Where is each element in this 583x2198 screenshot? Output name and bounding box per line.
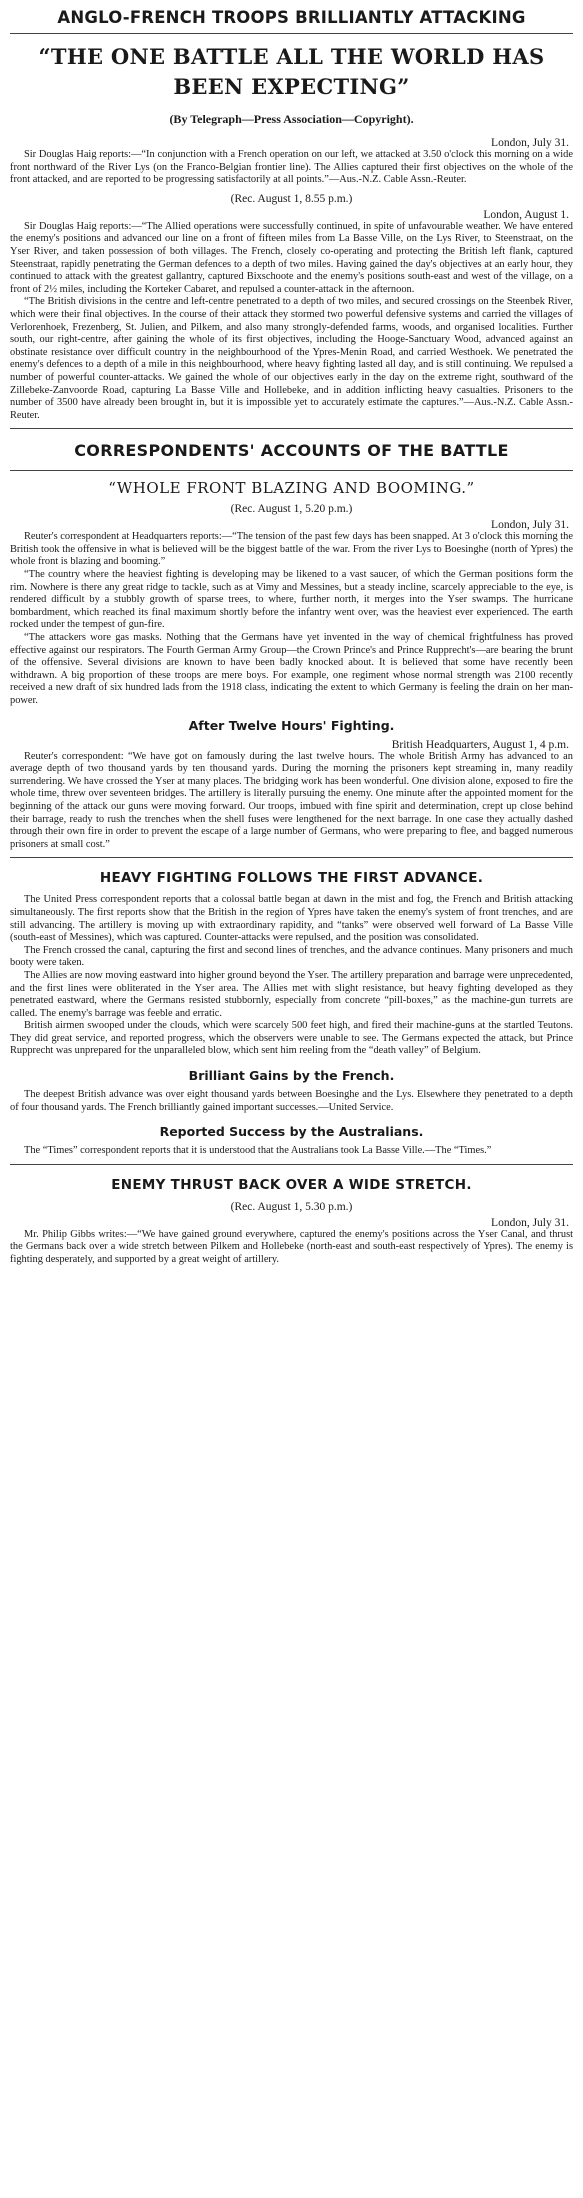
divider xyxy=(10,470,573,471)
divider xyxy=(10,857,573,858)
dispatch-paragraph: Mr. Philip Gibbs writes:—“We have gained ground everywhere, captured the enemy's positions across the Yser Canal, and thrust the Germans back over a wide stretch between Pilkem and Hollebeke (north-east and south-east respectively of Ypres). The enemy is fighting desperately, and supported by a great weight of artillery. xyxy=(10,1228,573,1266)
received-line: (Rec. August 1, 5.30 p.m.) xyxy=(230,1200,353,1213)
dateline: London, August 1. xyxy=(483,208,569,221)
dispatch-paragraph: The French crossed the canal, capturing the first and second lines of trenches, and the advance continues. Many prisoners and much booty were taken. xyxy=(10,944,573,969)
dispatch-paragraph: The “Times” correspondent reports that it is understood that the Australians took La Basse Ville.—The “Times.” xyxy=(24,1145,492,1157)
side-headline: Brilliant Gains by the French. xyxy=(188,1068,395,1084)
divider xyxy=(10,1164,573,1165)
newspaper-page xyxy=(10,0,573,1267)
side-headline: Reported Success by the Australians. xyxy=(159,1124,424,1140)
dispatch-paragraph: “The country where the heaviest fighting is developing may be likened to a vast saucer, of which the German positions form the rim. Nowhere is there any great ridge to tackle, such as at Vimy and Messines, but a steady incline, scarcely appreciable to the eye, is rendered difficult by a stubbly growth of sparse trees, to where, further north, it merges into the Yser swamps. The hurricane bombardment, which reached its final maximum shortly before the infantry went over, was the heaviest ever experienced. The earth rocked under the tempest of gun-fire. xyxy=(10,569,573,631)
dispatch-paragraph: British airmen swooped under the clouds, which were scarcely 500 feet high, and fired their machine-guns at the startled Teutons. They did great service, and reported progress, which the observers were unable to see. The Germans expected the attack, but Prince Rupprecht was unprepared for the unparalleled blow, which sent him reeling from the “death valley” of Belgium. xyxy=(10,1020,573,1057)
dispatch-paragraph: The United Press correspondent reports that a colossal battle began at dawn in the mist and fog, the French and British attacking simultaneously. The first reports show that the British in the region of Ypres have taken the enemy's system of front trenches, and are still advancing. The artillery is moving up with extraordinary rapidity, and “tanks” were observed well forward of La Basse Ville (south-east of Messines), which was captured. Counter-attacks were repulsed, and the position was consolidated. xyxy=(10,894,573,944)
dispatch-paragraph: The deepest British advance was over eight thousand yards between Boesinghe and the Lys. Elsewhere they penetrated to a depth of four thousand yards. The French brilliantly gained important successes.—United Service. xyxy=(10,1089,573,1113)
dispatch-paragraph: “The attackers wore gas masks. Nothing that the Germans have yet invented in the way of chemical frightfulness has proved effective against our respirators. The Fourth German Army Group—the Crown Prince's and Prince Rupprecht's—are bearing the brunt of the offensive. Several divisions are known to have been badly knocked about. It is believed that some have recently been withdrawn. A big proportion of these troops are mere boys. For example, one regiment whose normal strength was 2100 recently received a new draft of six hundred lads from the 1918 class, indicating the extent to which Germany is feeling the drain on her man-power. xyxy=(10,632,573,706)
dateline: London, July 31. xyxy=(491,1216,569,1229)
divider xyxy=(10,33,573,34)
section-headline: CORRESPONDENTS' ACCOUNTS OF THE BATTLE xyxy=(74,441,509,461)
received-line: (Rec. August 1, 5.20 p.m.) xyxy=(230,503,353,516)
side-headline: After Twelve Hours' Fighting. xyxy=(188,717,395,733)
dateline: British Headquarters, August 1, 4 p.m. xyxy=(391,738,569,751)
dateline: London, July 31. xyxy=(491,519,569,532)
byline: (By Telegraph—Press Association—Copyright). xyxy=(169,112,414,126)
subsection-headline: “WHOLE FRONT BLAZING AND BOOMING.” xyxy=(108,479,475,498)
dispatch-paragraph: Reuter's correspondent at Headquarters reports:—“The tension of the past few days has been snapped. At 3 o'clock this morning the British took the offensive in what is believed will be the biggest battle of the war. From the river Lys to Boesinghe (north of Ypres) the whole front is blazing and booming.” xyxy=(10,531,573,568)
dispatch-paragraph: “The British divisions in the centre and left-centre penetrated to a depth of two miles, and secured crossings on the Steenbek River, which were their final objectives. In the course of their attack they stormed two powerful defensive systems and carried the villages of Verlorenhoek, Frezenberg, St. Julien, and Pilkem, and also many strongly-defended farms, woods, and organised localities. Further south, our right-centre, after gaining the whole of its first objectives, including the Hooge-Sanctuary Wood, advanced against an obstinate resistance over difficult country in the neighbourhood of the Ypres-Menin Road, and carried Westhoek. We penetrated the enemy's defences to a depth of a mile in this neighbourhood, where heavy fighting lasted all day, and is still continuing. We repulsed a number of powerful counter-attacks. We gained the whole of our objectives early in the day on the extreme right, southward of the Zillebeke-Zanvoorde Road, capturing La Basse Ville and Hollebeke, and in addition inflicting heavy casualties. Prisoners to the number of 3500 have already been brought in, but it is impossible yet to accurately estimate the captures.”—Aus.-N.Z. Cable Assn.-Reuter. xyxy=(10,296,573,421)
dispatch-paragraph: The Allies are now moving eastward into higher ground beyond the Yser. The artillery preparation and barrage were unprecedented, and the first lines were obliterated in the Yser area. The Allies met with slight resistance, but heavy fighting developed as they penetrated eastward, where the Germans resisted stubbornly, especially from concrete “pill-boxes,” as the machine-gun turrets are called. The enemy's barrage was feeble and erratic. xyxy=(10,969,573,1019)
dispatch-paragraph: Reuter's correspondent: “We have got on famously during the last twelve hours. The whole British Army has advanced to an average depth of two thousand yards by ten thousand yards. During the morning the prisoners kept streaming in, many readily surrendering. We have crossed the Yser at many places. The bridging work has been wonderful. One division alone, exposed to fire the whole time, threw over seventeen bridges. The artillery is literally pursuing the enemy. One minute after the appointed moment for the beginning of the attack our guns were moving forward. Our troops, imbued with fine spirit and determination, crept up close behind their barrage, ready to rush the trenches when the shell fuses were lengthened for the next barrage. In one case they actually dashed through their own fire in order to prevent the escape of a large number of Germans, who were preparing to flee, and bagged numerous prisoners at small cost.” xyxy=(10,750,573,850)
subsection-headline: ENEMY THRUST BACK OVER A WIDE STRETCH. xyxy=(111,1176,472,1193)
dispatch-paragraph: Sir Douglas Haig reports:—“The Allied operations were successfully continued, in spite of unfavourable weather. We have entered the enemy's positions and advanced our line on a front of fifteen miles from La Basse Ville, on the Lys River, to Steenstraat, on the Yser River, and taken possession of both villages. The French, closely co-operating and protecting the British left flank, captured Steenstraat, rapidly penetrating the German defences to a depth of two miles. Having gained the day's objectives at an early hour, they continued to attack with the greatest gallantry, captured Bixschoote and the enemy's positions south-east and west of the village, on a front of 2½ miles, including the Korteker Cabaret, and repulsed a counter-attack in the afternoon. xyxy=(10,220,573,295)
received-line: (Rec. August 1, 8.55 p.m.) xyxy=(230,192,353,205)
main-headline: ANGLO-FRENCH TROOPS BRILLIANTLY ATTACKING xyxy=(57,8,526,27)
dispatch-paragraph: Sir Douglas Haig reports:—“In conjunction with a French operation on our left, we attacked at 3.50 o'clock this morning on a wide front northward of the River Lys (on the Franco-Belgian frontier line). The Allies captured their first objectives on the whole of the front attacked, and are reported to be progressing satisfactorily at all points.”—Aus.-N.Z. Cable Assn.-Reuter. xyxy=(10,149,573,186)
divider xyxy=(10,428,573,429)
dateline: London, July 31. xyxy=(491,137,569,149)
subsection-headline: HEAVY FIGHTING FOLLOWS THE FIRST ADVANCE. xyxy=(99,870,484,887)
big-headline: “THE ONE BATTLE ALL THE WORLD HAS BEEN EXPECTING” xyxy=(38,44,545,99)
